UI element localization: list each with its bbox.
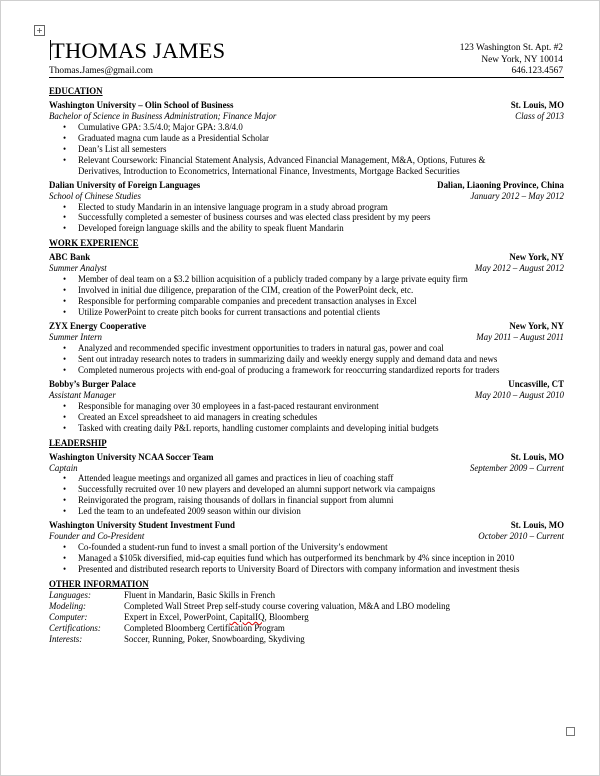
role: Summer Analyst [49,263,107,274]
other-row-interests [49,634,564,645]
bullet-item: • Tasked with creating daily P&L reports, handling customer complaints and developing initial budgets [49,423,564,434]
other-row-computer [49,612,564,623]
bullet-item: • Attended league meetings and organized all games and practices in lieu of coaching staff [49,473,564,484]
work-entry [49,321,564,376]
other-value [124,612,309,623]
work-entry [49,252,564,318]
other-value: Completed Wall Street Prep self-study course covering valuation, M&A and LBO modeling [124,600,450,611]
other-row-languages [49,590,564,601]
date: January 2012 – May 2012 [470,190,564,201]
org-name: Washington University NCAA Soccer Team [49,451,214,462]
other-label: Certifications: [49,622,101,633]
spellcheck-word[interactable]: CapitalIQ [229,611,265,622]
bullet-item: • Successfully completed a semester of business courses and was elected class president by my peers [49,212,564,223]
other-label: Computer: [49,611,88,622]
bullet-item: • Reinvigorated the program, raising thousands of dollars in financial support from alumni [49,495,564,506]
other-row-modeling [49,601,564,612]
role: Founder and Co-President [49,531,145,542]
email-address[interactable]: Thomas.James@gmail.com [49,66,153,76]
other-value: Fluent in Mandarin, Basic Skills in French [124,589,276,600]
date: October 2010 – Current [478,531,564,542]
role: Bachelor of Science in Business Administration; Finance Major [49,110,277,121]
section-title-work: WORK EXPERIENCE [49,238,139,249]
bullet-item: • Completed numerous projects with end-goal of producing a framework for reoccurring standardized reports for traders [49,365,564,376]
bullet-item: • Involved in initial due diligence, preparation of the CIM, creation of the PowerPoint deck, etc. [49,285,564,296]
bullet-item: • Led the team to an undefeated 2009 season within our division [49,506,564,517]
education-entry [49,180,564,235]
bullet-item: • Co-founded a student-run fund to invest a small portion of the University’s endowment [49,542,564,553]
bullet-item: • Presented and distributed research reports to University Board of Directors with company information and investment thesis [49,564,564,575]
resume-name[interactable]: THOMAS JAMES [51,38,226,63]
bullet-item: • Sent out intraday research notes to traders in summarizing daily and weekly energy supply and demand data and news [49,354,564,365]
bullet-item: • Created an Excel spreadsheet to aid managers in creating schedules [49,412,564,423]
bullet-item: • Cumulative GPA: 3.5/4.0; Major GPA: 3.8/4.0 [49,122,564,133]
date: Class of 2013 [515,110,564,121]
role: School of Chinese Studies [49,190,141,201]
section-title-leadership: LEADERSHIP [49,437,107,448]
location: St. Louis, MO [510,520,564,531]
bullet-item: • Dean’s List all semesters [49,144,564,155]
bullet-item: • Utilize PowerPoint to create pitch books for current transactions and potential clients [49,307,564,318]
location: St. Louis, MO [510,451,564,462]
bullet-item: • Elected to study Mandarin in an intensive language program in a study abroad program [49,202,564,213]
org-name: Washington University Student Investment Fund [49,520,235,531]
org-name: Bobby’s Burger Palace [49,378,136,389]
address-line-1: 123 Washington St. Apt. #2 [459,43,563,53]
role: Captain [49,462,78,473]
resume-body [49,84,564,645]
other-value: Completed Bloomberg Certification Program [124,622,285,633]
role: Summer Intern [49,332,102,343]
other-label: Languages: [49,589,91,600]
table-resize-handle-icon[interactable] [566,727,575,736]
computer-text-a: Expert in Excel, PowerPoint, [124,611,230,622]
location: Dalian, Liaoning Province, China [437,179,564,190]
bullet-item: • Successfully recruited over 10 new players and developed an alumni support network via campaigns [49,484,564,495]
section-title-education: EDUCATION [49,86,103,96]
leadership-entry [49,452,564,518]
date: May 2010 – August 2010 [474,389,564,400]
org-name: ABC Bank [49,252,91,263]
bullet-continuation [49,166,564,177]
other-label: Interests: [49,633,83,644]
other-value: Soccer, Running, Poker, Snowboarding, Skydiving [124,633,305,644]
bullet-item: • Managed a $105k diversified, mid-cap equities fund which has outperformed its benchmark by 4% since inception in 2010 [49,553,564,564]
bullet-continuation-text: Derivatives, Introduction to Econometrics, International Finance, Investments, Mortgage Backed Securities [78,165,460,176]
org-name: Washington University – Olin School of Business [49,99,234,110]
location: New York, NY [509,321,564,332]
date: May 2012 – August 2012 [474,263,564,274]
bullet-item: • Responsible for performing comparable companies and precedent transaction analyses in Excel [49,296,564,307]
date: September 2009 – Current [469,462,564,473]
work-entry [49,379,564,434]
bullet-item: • Analyzed and recommended specific investment opportunities to traders in natural gas, power and coal [49,343,564,354]
address-block [460,42,563,66]
section-title-other: OTHER INFORMATION [49,579,149,590]
bullet-item: • Graduated magna cum laude as a Presidential Scholar [49,133,564,144]
role: Assistant Manager [49,389,116,400]
table-move-handle-icon[interactable]: + [34,25,45,36]
location: New York, NY [509,252,564,263]
education-entry [49,100,564,177]
org-name: Dalian University of Foreign Languages [49,179,201,190]
bullet-item: • Relevant Coursework: Financial Statement Analysis, Advanced Financial Management, M&A, Options, Futures & [49,155,564,166]
bullet-item: • Developed foreign language skills and the ability to speak fluent Mandarin [49,223,564,234]
bullet-item: • Member of deal team on a $3.2 billion acquisition of a publicly traded company by a large private equity firm [49,274,564,285]
header-divider [49,77,564,78]
location: St. Louis, MO [510,99,564,110]
computer-text-c: , Bloomberg [264,611,309,622]
phone-number: 646.123.4567 [511,66,563,76]
date: May 2011 – August 2011 [476,332,564,343]
other-label: Modeling: [49,600,86,611]
org-name: ZYX Energy Cooperative [49,321,147,332]
bullet-item: • Responsible for managing over 30 employees in a fast-paced restaurant environment [49,401,564,412]
other-row-certifications [49,623,564,634]
location: Uncasville, CT [508,378,564,389]
address-line-2: New York, NY 10014 [481,55,563,65]
leadership-entry [49,520,564,575]
